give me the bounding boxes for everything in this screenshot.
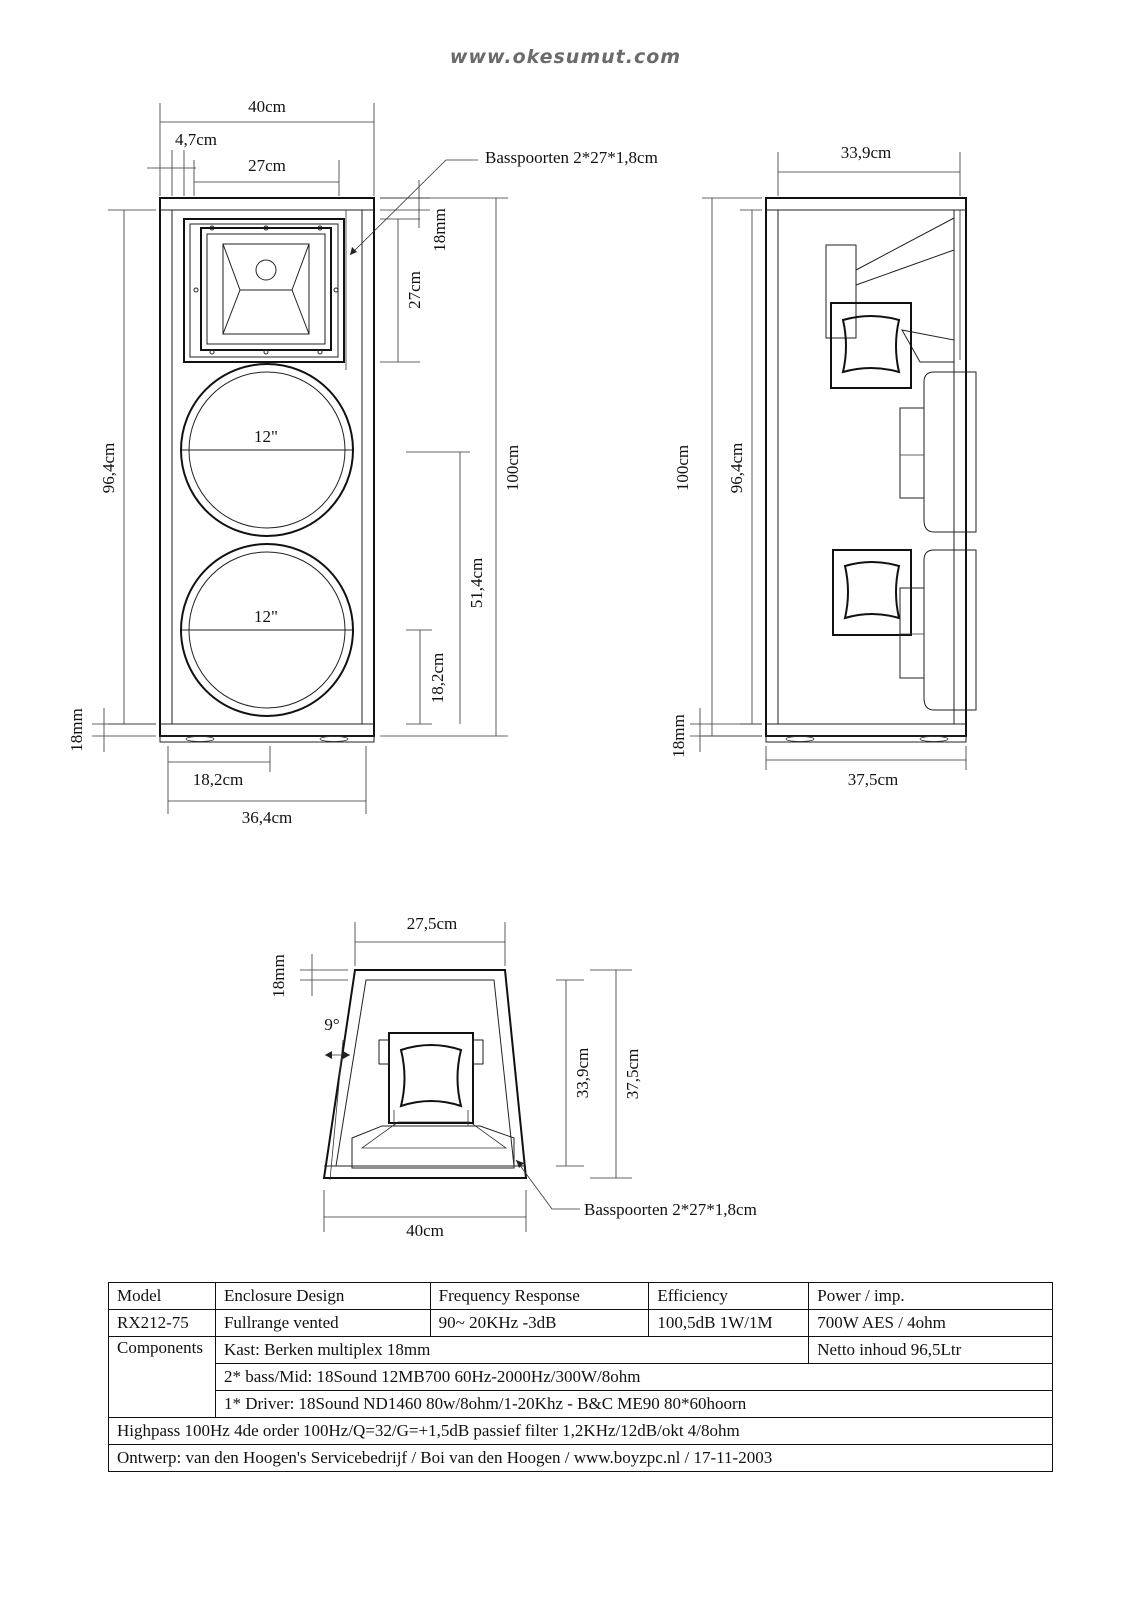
front-offset: 4,7cm <box>174 130 218 149</box>
front-woofer-low-height: 18,2cm <box>428 652 447 704</box>
side-depth-bottom: 37,5cm <box>847 770 899 789</box>
top-port-label: Basspoorten 2*27*1,8cm <box>584 1200 757 1219</box>
spec-table <box>108 1282 1053 1472</box>
spec-components-label: Components <box>109 1337 216 1418</box>
woofer-top <box>181 364 353 536</box>
side-cabinet-outline <box>766 198 966 736</box>
side-horn-driver <box>843 316 899 372</box>
side-woofer-bottom <box>924 550 976 710</box>
top-front-width: 40cm <box>406 1221 444 1240</box>
front-board: 18mm <box>430 208 449 252</box>
spec-header-efficiency: Efficiency <box>649 1283 809 1310</box>
woofer-bottom-size: 12" <box>254 607 278 626</box>
front-bottom-half-width: 18,2cm <box>192 770 244 789</box>
top-horn-driver <box>401 1045 461 1106</box>
front-width-outer: 40cm <box>248 97 286 116</box>
side-height-outer: 100cm <box>673 444 692 492</box>
top-back-width: 27,5cm <box>406 914 458 933</box>
spec-driver: 1* Driver: 18Sound ND1460 80w/8ohm/1-20Khz - B&C ME90 80*60hoorn <box>215 1391 1052 1418</box>
front-woofer-center-height: 51,4cm <box>467 557 486 609</box>
spec-frequency: 90~ 20KHz -3dB <box>430 1310 649 1337</box>
front-cabinet-outline <box>160 198 374 736</box>
front-port-width: 27cm <box>248 156 286 175</box>
front-bottom-board: 18mm <box>67 708 86 752</box>
spec-volume: Netto inhoud 96,5Ltr <box>809 1337 1053 1364</box>
site-watermark: www.okesumut.com <box>449 46 682 68</box>
spec-header-row <box>109 1283 1053 1310</box>
front-bottom-width: 36,4cm <box>241 808 293 827</box>
top-view <box>269 914 757 1240</box>
side-horn-driver-2 <box>845 562 899 618</box>
side-height-inner: 96,4cm <box>727 442 746 494</box>
front-view <box>67 97 658 827</box>
woofer-top-size: 12" <box>254 427 278 446</box>
front-height-outer: 100cm <box>503 444 522 492</box>
spec-header-frequency: Frequency Response <box>430 1283 649 1310</box>
side-depth-top: 33,9cm <box>840 143 892 162</box>
top-board: 18mm <box>269 954 288 998</box>
spec-bass-row <box>109 1364 1053 1391</box>
top-cabinet-outline <box>324 970 526 1178</box>
spec-credits-row <box>109 1445 1053 1472</box>
top-depth-inner: 33,9cm <box>573 1047 592 1099</box>
spec-model: RX212-75 <box>109 1310 216 1337</box>
spec-power: 700W AES / 4ohm <box>809 1310 1053 1337</box>
top-angle: 9° <box>324 1015 340 1034</box>
woofer-bottom <box>181 544 353 716</box>
side-woofer-top <box>924 372 976 532</box>
front-port-label: Basspoorten 2*27*1,8cm <box>485 148 658 167</box>
front-horn-height: 27cm <box>405 271 424 309</box>
spec-credits: Ontwerp: van den Hoogen's Servicebedrijf / Boi van den Hoogen / www.boyzpc.nl / 17-11-2003 <box>109 1445 1053 1472</box>
spec-cabinet: Kast: Berken multiplex 18mm <box>215 1337 808 1364</box>
spec-enclosure: Fullrange vented <box>215 1310 430 1337</box>
horn-throat <box>256 260 276 280</box>
spec-efficiency: 100,5dB 1W/1M <box>649 1310 809 1337</box>
spec-driver-row <box>109 1391 1053 1418</box>
spec-components-row <box>109 1337 1053 1364</box>
top-depth-outer: 37,5cm <box>623 1048 642 1100</box>
side-bottom-board: 18mm <box>669 714 688 758</box>
spec-filter: Highpass 100Hz 4de order 100Hz/Q=32/G=+1,5dB passief filter 1,2KHz/12dB/okt 4/8ohm <box>109 1418 1053 1445</box>
spec-header-power: Power / imp. <box>809 1283 1053 1310</box>
front-height-inner: 96,4cm <box>99 442 118 494</box>
spec-header-enclosure: Enclosure Design <box>215 1283 430 1310</box>
spec-filter-row <box>109 1418 1053 1445</box>
spec-header-model: Model <box>109 1283 216 1310</box>
side-view <box>669 143 976 789</box>
spec-value-row <box>109 1310 1053 1337</box>
spec-bass: 2* bass/Mid: 18Sound 12MB700 60Hz-2000Hz/300W/8ohm <box>215 1364 1052 1391</box>
